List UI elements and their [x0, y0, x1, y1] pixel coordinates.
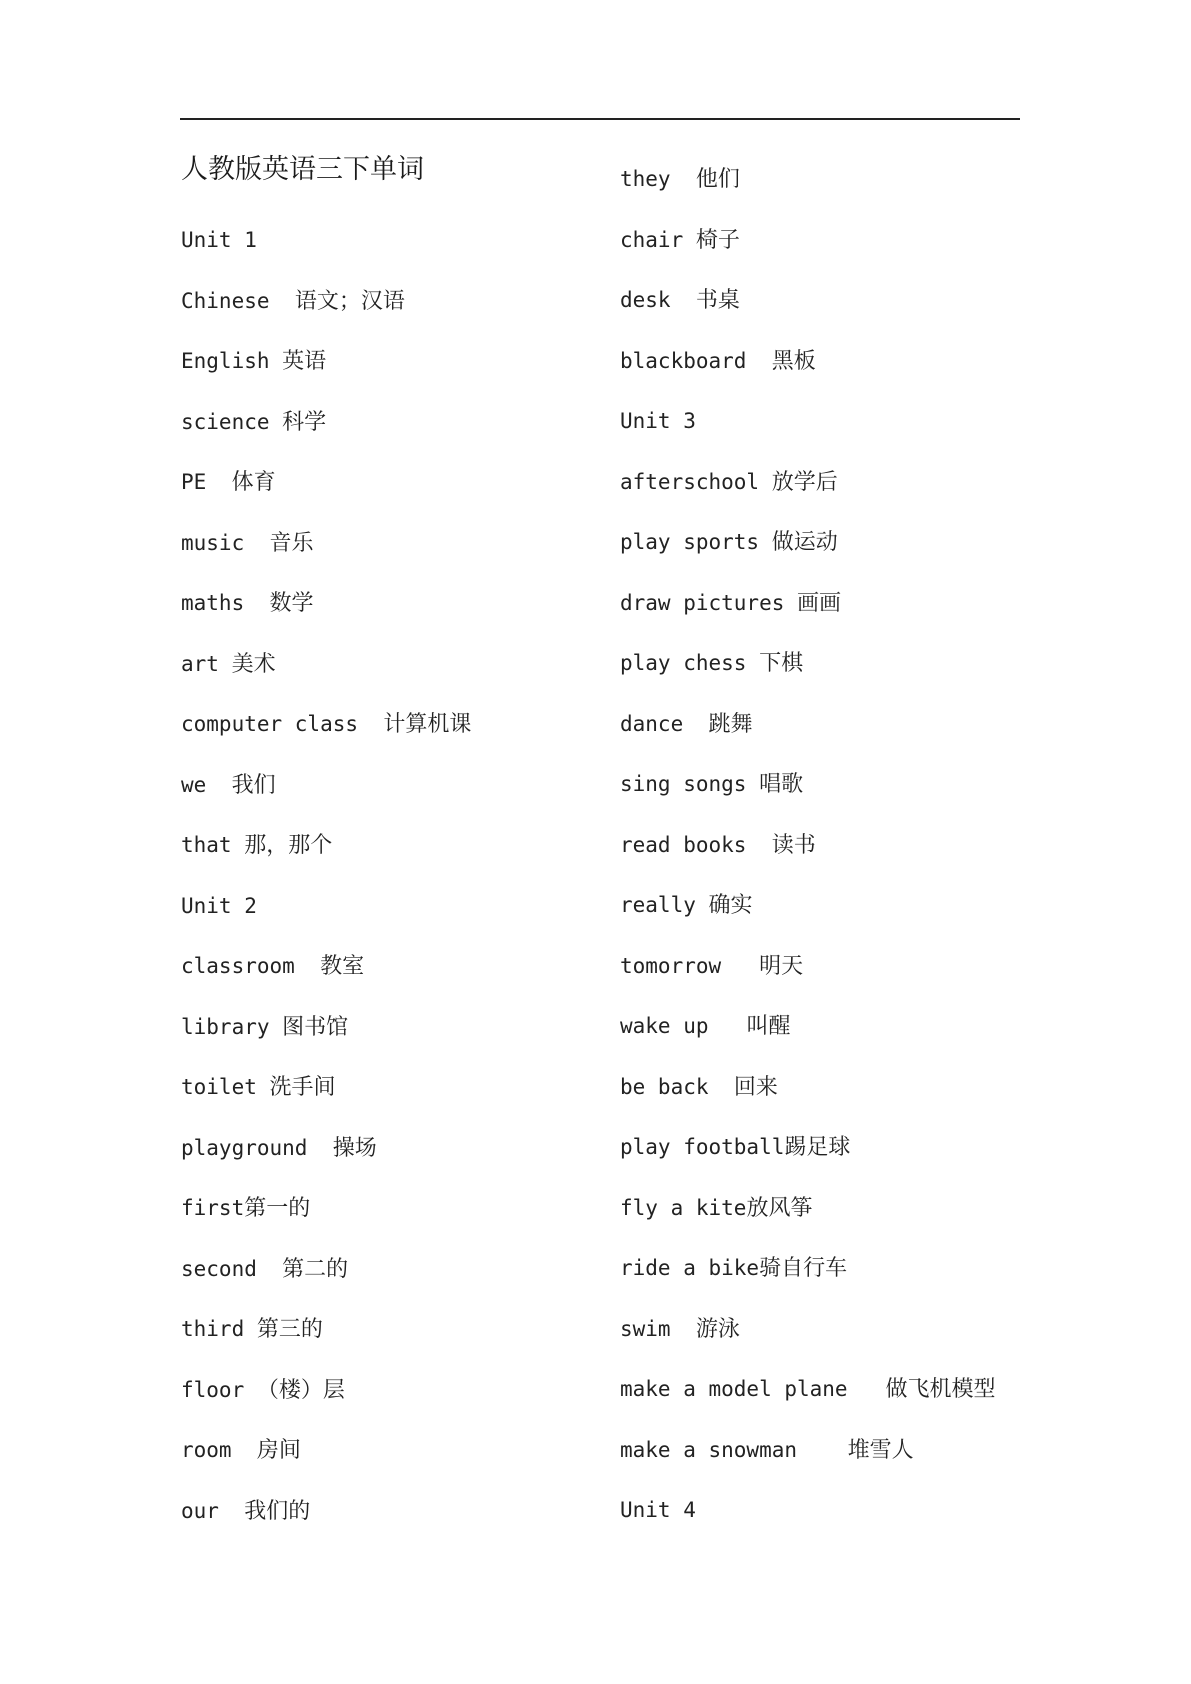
- english-word: tomorrow: [620, 953, 722, 978]
- english-word: chair: [620, 227, 684, 252]
- chinese-meaning: 放风筝: [746, 1195, 813, 1221]
- vocab-entry: [620, 1309, 996, 1370]
- english-word: sing songs: [620, 772, 747, 796]
- chinese-meaning: 做飞机模型: [885, 1377, 996, 1402]
- vocab-entry: [181, 704, 471, 765]
- vocab-entry: [620, 825, 996, 886]
- english-word: draw pictures: [620, 590, 785, 615]
- word-gap: [244, 1378, 257, 1402]
- word-gap: [244, 1317, 257, 1341]
- english-word: wake up: [620, 1014, 709, 1038]
- english-word: first: [181, 1196, 245, 1220]
- vocab-entry: [181, 1007, 471, 1068]
- header-rule: [180, 118, 1020, 120]
- word-gap: [270, 410, 283, 434]
- unit-heading: [620, 401, 996, 462]
- english-word: play chess: [620, 651, 747, 675]
- english-word: play football: [620, 1135, 785, 1159]
- english-word: blackboard: [620, 348, 747, 373]
- english-word: room: [181, 1438, 232, 1462]
- english-word: music: [181, 530, 245, 555]
- chinese-meaning: 做运动: [771, 530, 838, 555]
- word-gap: [671, 167, 696, 191]
- word-gap: [746, 772, 759, 796]
- english-word: dance: [620, 711, 684, 736]
- english-word: English: [181, 349, 270, 373]
- word-gap: [721, 954, 759, 978]
- chinese-meaning: 数学: [269, 591, 314, 616]
- english-word: third: [181, 1317, 245, 1341]
- english-word: computer class: [181, 712, 359, 736]
- chinese-meaning: 游泳: [695, 1316, 740, 1342]
- vocab-entry: [181, 1249, 471, 1310]
- chinese-meaning: 唱歌: [759, 772, 804, 797]
- word-gap: [746, 349, 771, 373]
- vocab-entry: [620, 1430, 996, 1491]
- chinese-meaning: 英语: [282, 349, 327, 374]
- vocab-entry: [181, 583, 471, 644]
- vocab-entry: [620, 462, 996, 523]
- vocab-entry: [620, 1006, 996, 1067]
- chinese-meaning: 画画: [797, 590, 842, 616]
- unit-label: Unit 1: [181, 228, 257, 252]
- word-gap: [746, 833, 771, 857]
- english-word: be back: [620, 1074, 709, 1099]
- word-gap: [270, 349, 283, 373]
- unit-label: Unit 3: [620, 409, 696, 433]
- chinese-meaning: 房间: [256, 1438, 301, 1463]
- english-word: make a model plane: [620, 1377, 848, 1401]
- vocab-entry: [620, 220, 996, 281]
- english-word: Chinese: [181, 288, 270, 313]
- chinese-meaning: 书桌: [695, 288, 740, 313]
- chinese-meaning: 回来: [733, 1074, 778, 1100]
- vocab-entry: [181, 765, 471, 826]
- chinese-meaning: 图书馆: [282, 1014, 349, 1040]
- word-gap: [709, 1014, 747, 1038]
- vocab-entry: [620, 704, 996, 765]
- english-word: classroom: [181, 954, 295, 978]
- chinese-meaning: 明天: [759, 953, 804, 979]
- vocab-entry: [620, 1248, 996, 1309]
- english-word: science: [181, 409, 270, 434]
- english-word: play sports: [620, 530, 760, 554]
- word-gap: [746, 651, 759, 675]
- vocab-entry: [620, 643, 996, 704]
- unit-label: Unit 2: [181, 893, 257, 918]
- vocab-entry: [620, 885, 996, 946]
- word-gap: [848, 1377, 886, 1401]
- chinese-meaning: 教室: [320, 954, 365, 979]
- vocab-entry: [181, 825, 471, 886]
- word-gap: [206, 470, 231, 494]
- word-gap: [709, 1075, 734, 1099]
- word-gap: [232, 833, 245, 857]
- vocab-entry: [181, 644, 471, 705]
- chinese-meaning: 叫醒: [746, 1014, 791, 1039]
- word-gap: [270, 289, 295, 313]
- chinese-meaning: 洗手间: [269, 1075, 336, 1100]
- english-word: fly a kite: [620, 1195, 747, 1220]
- english-word: we: [181, 772, 207, 797]
- english-word: swim: [620, 1316, 671, 1341]
- vocab-entry: [181, 946, 471, 1007]
- word-gap: [759, 470, 772, 494]
- word-gap: [244, 591, 269, 615]
- vocab-entry: [181, 1370, 471, 1431]
- word-gap: [244, 531, 269, 555]
- word-gap: [696, 893, 709, 917]
- chinese-meaning: 椅子: [695, 227, 740, 253]
- chinese-meaning: 堆雪人: [847, 1437, 914, 1463]
- english-word: they: [620, 167, 671, 191]
- english-word: read books: [620, 832, 747, 857]
- chinese-meaning: 音乐: [269, 530, 314, 556]
- word-gap: [257, 1075, 270, 1099]
- unit-label: Unit 4: [620, 1498, 696, 1522]
- chinese-meaning: 计算机课: [383, 712, 472, 737]
- vocab-entry: [620, 764, 996, 825]
- english-word: library: [181, 1014, 270, 1039]
- chinese-meaning: 骑自行车: [759, 1256, 848, 1281]
- word-gap: [759, 530, 772, 554]
- chinese-meaning: 美术: [231, 651, 276, 677]
- word-gap: [295, 954, 320, 978]
- vocab-entry: [181, 281, 471, 342]
- english-word: desk: [620, 288, 671, 312]
- english-word: our: [181, 1498, 219, 1523]
- english-word: that: [181, 833, 232, 857]
- vocab-entry: [620, 583, 996, 644]
- left-word-column: [181, 220, 471, 1551]
- vocab-entry: [620, 1127, 996, 1188]
- unit-heading: [181, 886, 471, 947]
- english-word: ride a bike: [620, 1256, 760, 1280]
- english-word: second: [181, 1256, 257, 1281]
- vocab-entry: [181, 1188, 471, 1249]
- english-word: afterschool: [620, 469, 760, 494]
- word-gap: [270, 1015, 283, 1039]
- unit-heading: [181, 220, 471, 281]
- english-word: toilet: [181, 1075, 257, 1099]
- word-gap: [257, 1257, 282, 1281]
- english-word: PE: [181, 470, 207, 494]
- vocab-entry: [620, 159, 996, 220]
- english-word: really: [620, 893, 696, 917]
- chinese-meaning: （楼）层: [256, 1377, 345, 1403]
- chinese-meaning: 体育: [231, 470, 276, 495]
- vocab-entry: [620, 946, 996, 1007]
- chinese-meaning: 跳舞: [708, 711, 753, 737]
- word-gap: [206, 773, 231, 797]
- english-word: floor: [181, 1377, 245, 1402]
- vocab-entry: [620, 1369, 996, 1430]
- chinese-meaning: 语文；汉语: [294, 288, 405, 314]
- english-word: maths: [181, 591, 245, 615]
- vocab-entry: [181, 1309, 471, 1370]
- english-word: make a snowman: [620, 1437, 798, 1462]
- word-gap: [784, 591, 797, 615]
- vocab-entry: [181, 402, 471, 463]
- chinese-meaning: 我们的: [244, 1498, 311, 1524]
- vocab-entry: [181, 523, 471, 584]
- word-gap: [671, 288, 696, 312]
- vocab-entry: [181, 1128, 471, 1189]
- chinese-meaning: 第一的: [244, 1196, 311, 1221]
- word-gap: [358, 712, 383, 736]
- chinese-meaning: 那，那个: [244, 833, 333, 858]
- chinese-meaning: 科学: [282, 409, 327, 435]
- word-gap: [219, 652, 232, 676]
- vocab-entry: [620, 1067, 996, 1128]
- chinese-meaning: 第三的: [256, 1317, 323, 1342]
- vocab-entry: [181, 1067, 471, 1128]
- vocab-entry: [620, 522, 996, 583]
- right-word-column: [620, 159, 996, 1551]
- chinese-meaning: 我们: [231, 772, 276, 798]
- english-word: playground: [181, 1135, 308, 1160]
- vocab-entry: [620, 341, 996, 402]
- word-gap: [232, 1438, 257, 1462]
- chinese-meaning: 踢足球: [784, 1135, 851, 1160]
- unit-heading: [620, 1490, 996, 1551]
- vocab-entry: [181, 1491, 471, 1552]
- word-gap: [683, 712, 708, 736]
- chinese-meaning: 确实: [708, 893, 753, 918]
- word-gap: [219, 1499, 244, 1523]
- vocab-entry: [620, 280, 996, 341]
- chinese-meaning: 放学后: [771, 469, 838, 495]
- vocab-entry: [181, 1430, 471, 1491]
- chinese-meaning: 他们: [695, 167, 740, 192]
- word-gap: [671, 1317, 696, 1341]
- vocab-entry: [181, 341, 471, 402]
- word-gap: [797, 1438, 848, 1462]
- word-gap: [683, 228, 696, 252]
- chinese-meaning: 操场: [332, 1135, 377, 1161]
- word-gap: [307, 1136, 332, 1160]
- vocab-entry: [181, 462, 471, 523]
- vocab-entry: [620, 1188, 996, 1249]
- chinese-meaning: 黑板: [771, 348, 816, 374]
- chinese-meaning: 下棋: [759, 651, 804, 676]
- chinese-meaning: 第二的: [282, 1256, 349, 1282]
- english-word: art: [181, 651, 219, 676]
- chinese-meaning: 读书: [771, 832, 816, 858]
- page-title: 人教版英语三下单词: [181, 154, 424, 185]
